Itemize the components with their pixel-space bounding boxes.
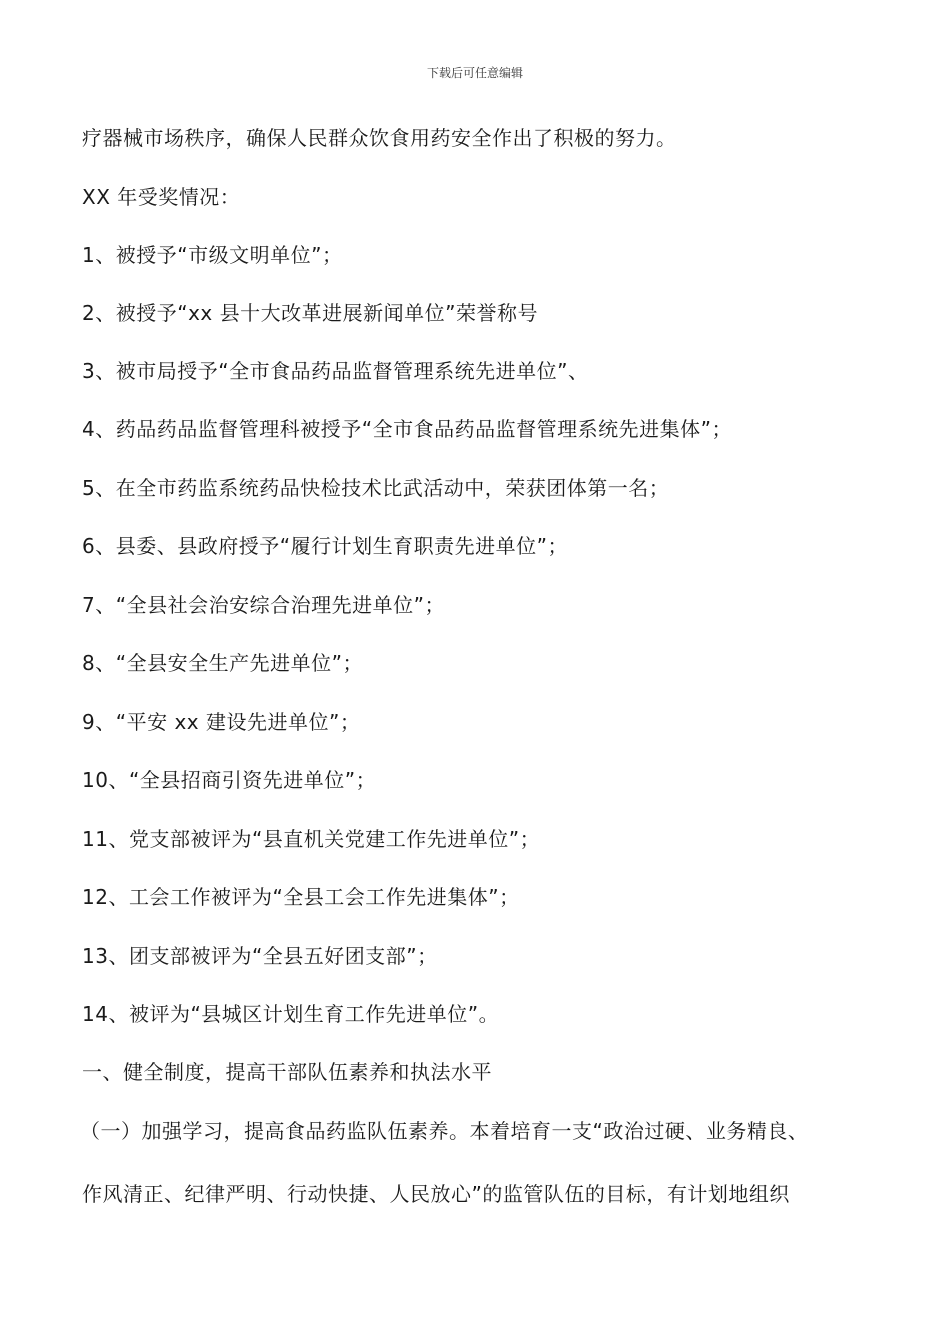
list-item: 13、团支部被评为“全县五好团支部”；	[82, 944, 438, 968]
list-item: 8、“全县安全生产先进单位”；	[82, 651, 363, 675]
list-item: 1、被授予“市级文明单位”；	[82, 243, 343, 267]
list-item: 5、在全市药监系统药品快检技术比武活动中，荣获团体第一名；	[82, 476, 670, 500]
list-item: 11、党支部被评为“县直机关党建工作先进单位”；	[82, 827, 541, 851]
list-item: 3、被市局授予“全市食品药品监督管理系统先进单位”、	[82, 359, 589, 383]
list-item: 6、县委、县政府授予“履行计划生育职责先进单位”；	[82, 534, 568, 558]
list-item: 14、被评为“县城区计划生育工作先进单位”。	[82, 1002, 500, 1026]
list-item: 10、“全县招商引资先进单位”；	[82, 768, 377, 792]
list-item: 4、药品药品监督管理科被授予“全市食品药品监督管理系统先进集体”；	[82, 417, 732, 441]
list-item: 9、“平安 xx 建设先进单位”；	[82, 710, 361, 734]
list-item: 2、被授予“xx 县十大改革进展新闻单位”荣誉称号	[82, 301, 538, 325]
section-heading: 一、健全制度，提高干部队伍素养和执法水平	[82, 1060, 492, 1084]
list-item: 7、“全县社会治安综合治理先进单位”；	[82, 593, 445, 617]
page-header-note: 下载后可任意编辑	[426, 66, 523, 80]
paragraph-line: 疗器械市场秩序，确保人民群众饮食用药安全作出了积极的努力。	[82, 126, 677, 150]
paragraph-line: （一）加强学习，提高食品药监队伍素养。本着培育一支“政治过硬、业务精良、	[80, 1119, 809, 1143]
paragraph-line: 作风清正、纪律严明、行动快捷、人民放心”的监管队伍的目标，有计划地组织	[82, 1182, 790, 1206]
section-heading: XX 年受奖情况：	[82, 185, 241, 209]
list-item: 12、工会工作被评为“全县工会工作先进集体”；	[82, 885, 520, 909]
